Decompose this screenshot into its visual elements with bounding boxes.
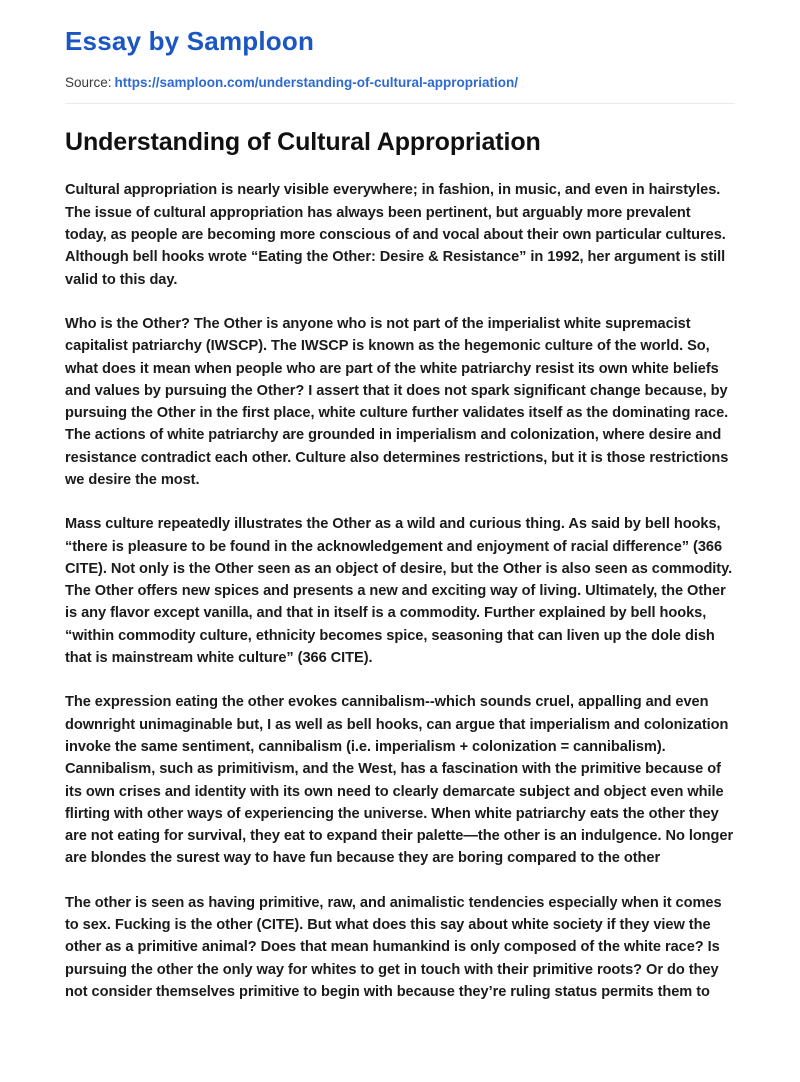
source-label: Source: xyxy=(65,74,112,90)
paragraph: Who is the Other? The Other is anyone who is not part of the imperialist white supremacist capitalist patriarchy (IWSCP). The IWSCP is known as the hegemonic culture of the world. So, what does it mean when people who are part of the white patriarchy resist its own white beliefs and values by pursuing the Other? I assert that it does not spark significant change because, by pursuing the Other in the first place, white culture further validates itself as the dominating race. The actions of white patriarchy are grounded in imperialism and colonization, where desire and resistance contradict each other. Culture also determines restrictions, but it is those restrictions we desire the most. xyxy=(65,315,729,488)
paragraph: Mass culture repeatedly illustrates the Other as a wild and curious thing. As said by bell hooks, “there is pleasure to be found in the acknowledgement and enjoyment of racial difference” (366 CITE). Not only is the Other seen as an object of desire, but the Other is also seen as commodity. The Other offers new spices and presents a new and exciting way of living. Ultimately, the Other is any flavor except vanilla, and that in itself is a commodity. Further explained by bell hooks, “within commodity culture, ethnicity becomes spice, seasoning that can liven up the dole dish that is mainstream white culture” (366 CITE). xyxy=(65,516,733,667)
paragraph: The expression eating the other evokes cannibalism--which sounds cruel, appalling and even downright unimaginable but, I as well as bell hooks, can argue that imperialism and colonization invoke the same sentiment, cannibalism (i.e. imperialism + colonization = cannibalism). Cannibalism, such as primitivism, and the West, has a fascination with the primitive because of its own crises and identity with its own need to clearly demarcate subject and object even while flirting with other ways of experiencing the universe. When white patriarchy eats the other they are not eating for survival, they eat to expand their palette—the other is an indulgence. No longer are blondes the surest way to have fun because they are boring compared to the other xyxy=(65,694,734,867)
brand-logo-text: Essay by Samploon xyxy=(65,26,315,56)
source-url-link[interactable]: https://samploon.com/understanding-of-cultural-appropriation/ xyxy=(114,74,519,90)
document-header xyxy=(65,0,735,91)
essay-body xyxy=(65,179,735,1003)
paragraph: The other is seen as having primitive, raw, and animalistic tendencies especially when it comes to sex. Fucking is the other (CITE). But what does this say about white society if they view the other as a primitive animal? Does that mean humankind is only composed of the white race? Is pursuing the other the only way for whites to get in touch with their primitive roots? Or do they not consider themselves primitive to begin with because they’re ruling status permits them to xyxy=(65,894,722,1000)
header-divider xyxy=(65,103,735,104)
source-line xyxy=(65,74,735,92)
page-title: Understanding of Cultural Appropriation xyxy=(65,128,541,157)
paragraph: Cultural appropriation is nearly visible everywhere; in fashion, in music, and even in hairstyles. The issue of cultural appropriation has always been pertinent, but arguably more prevalent today, as people are becoming more conscious of and vocal about their own particular cultures. Although bell hooks wrote “Eating the Other: Desire & Resistance” in 1992, her argument is still valid to this day. xyxy=(65,182,726,288)
